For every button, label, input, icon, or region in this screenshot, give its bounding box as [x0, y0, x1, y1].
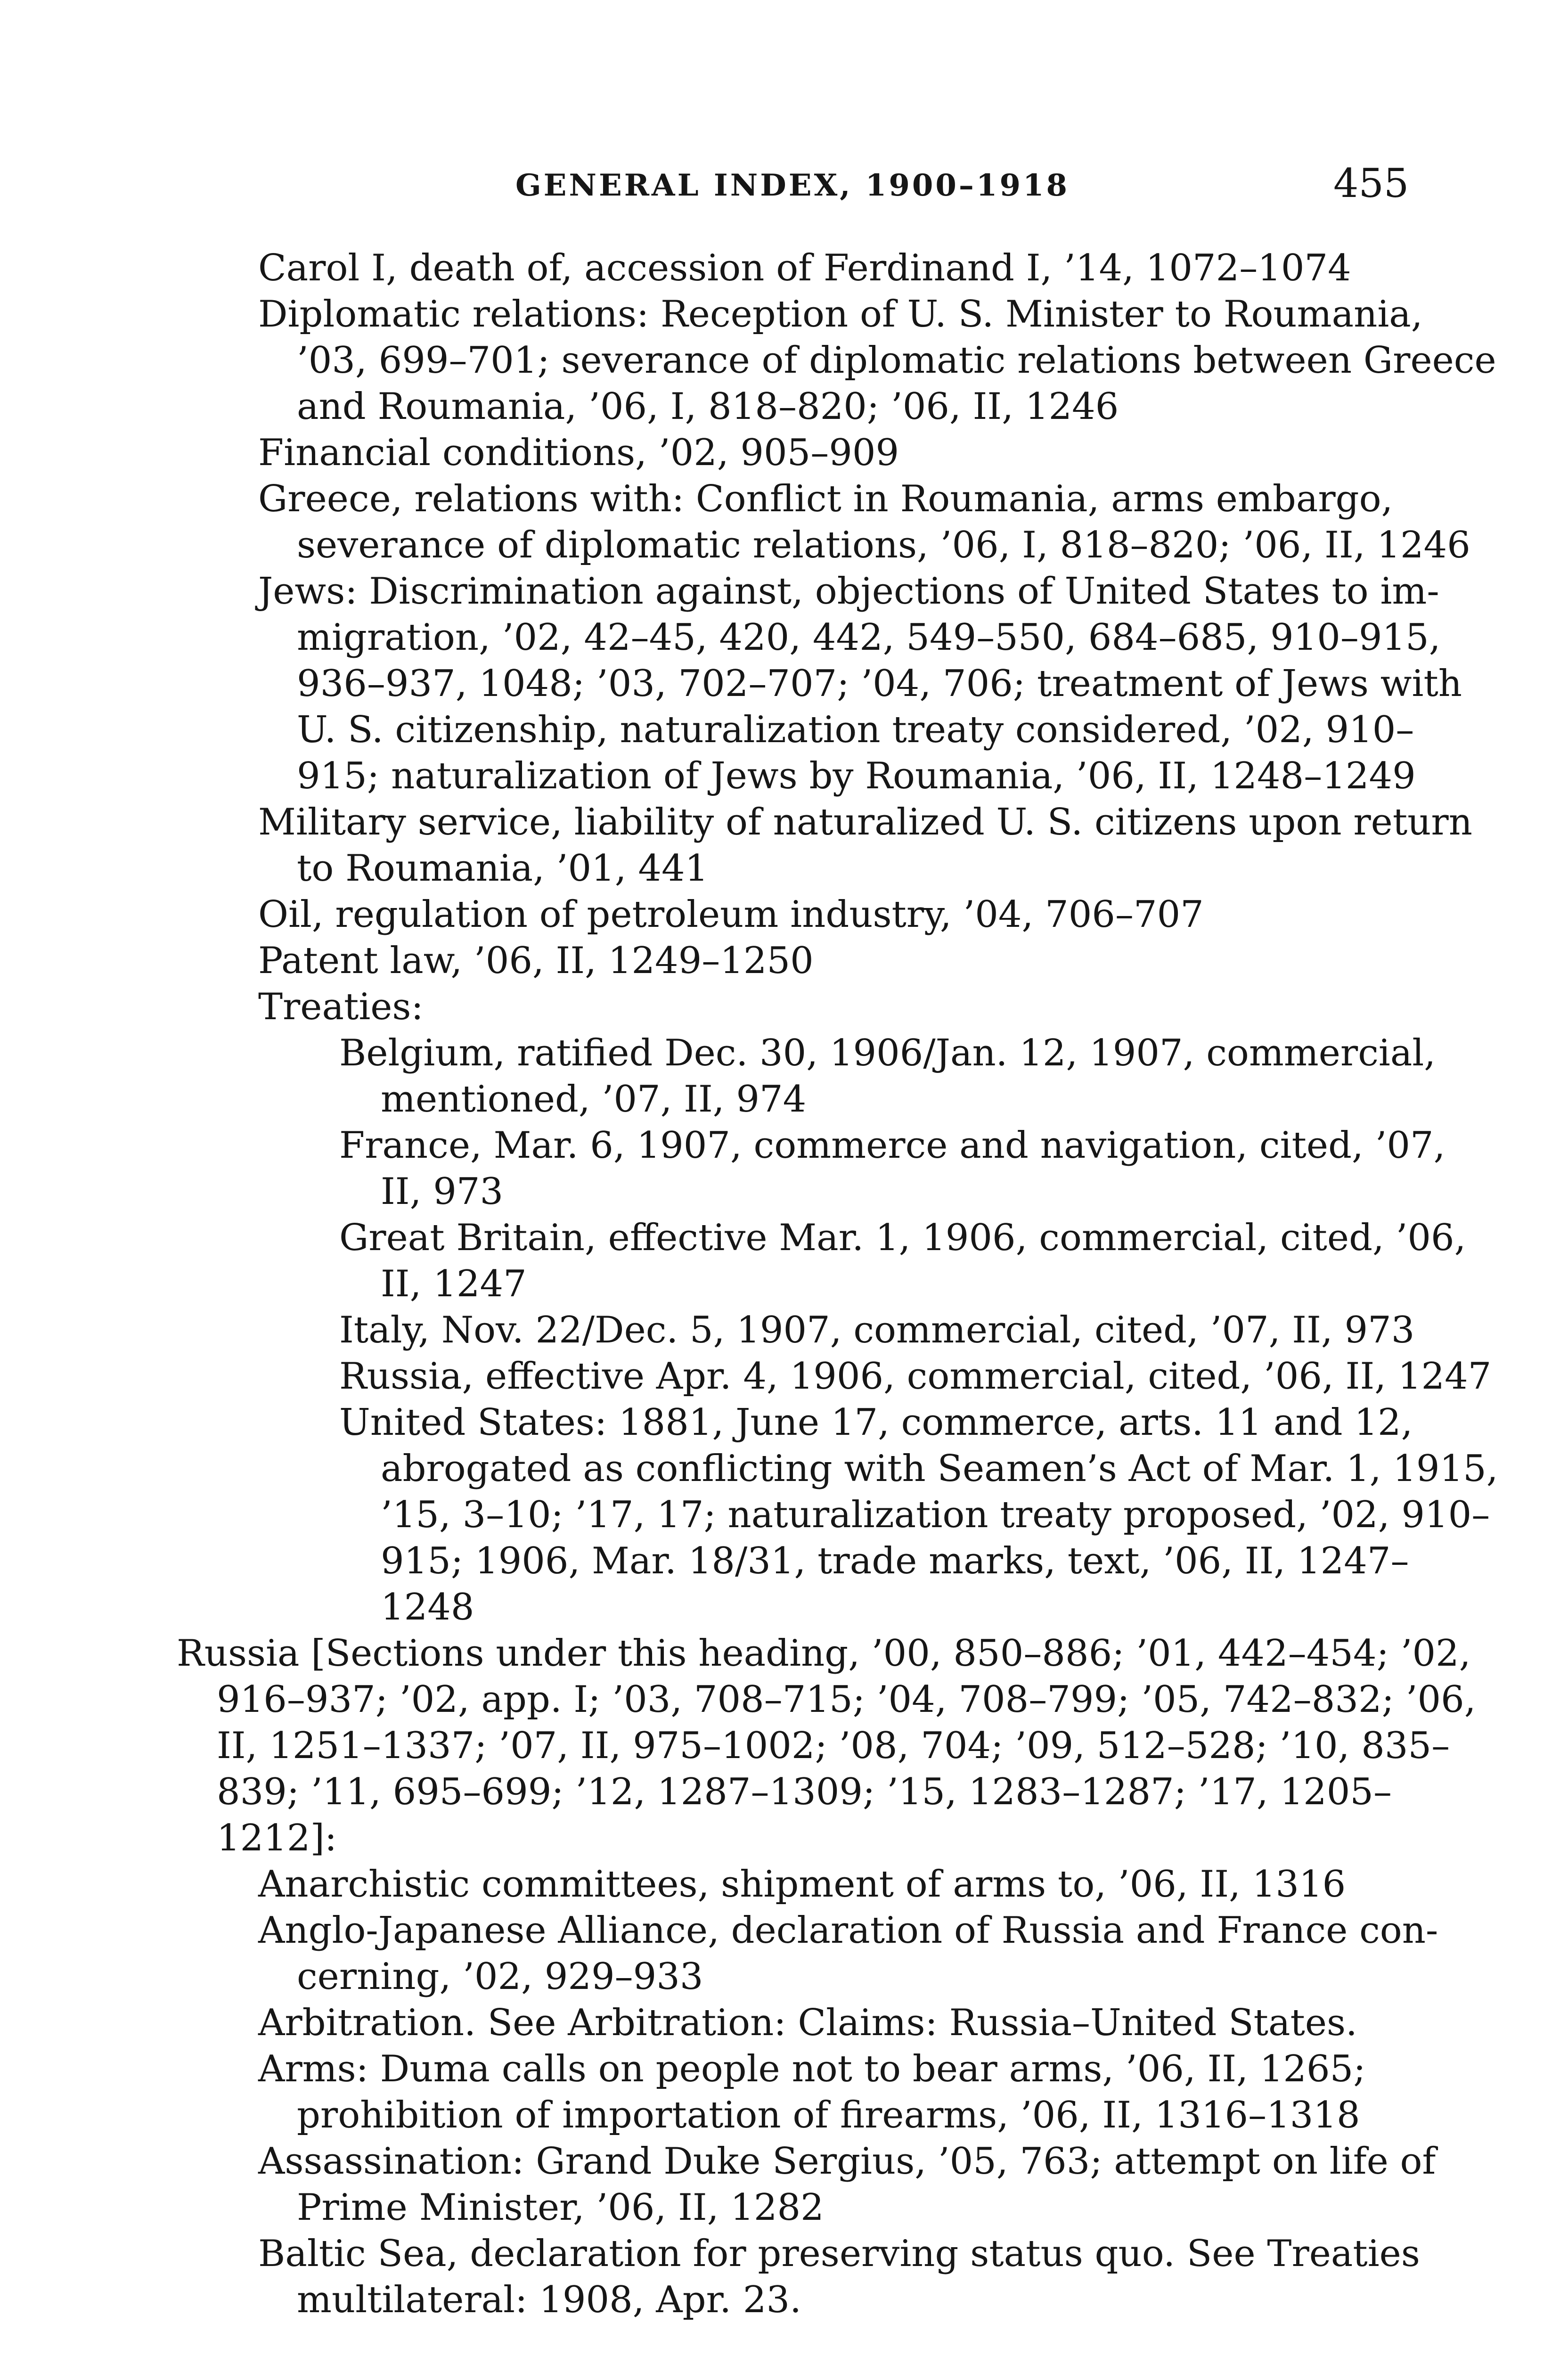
index-line: Diplomatic relations: Reception of U. S. Minister to Roumania,: [258, 293, 1423, 335]
index-line: Arms: Duma calls on people not to bear arms, ’06, II, 1265;: [258, 2048, 1366, 2090]
index-line: Assassination: Grand Duke Sergius, ’05, 763; attempt on life of: [258, 2140, 1436, 2183]
index-line: United States: 1881, June 17, commerce, arts. 11 and 12,: [339, 1401, 1413, 1444]
index-line: Financial conditions, ’02, 905–909: [258, 432, 899, 474]
index-line: 915; 1906, Mar. 18/31, trade marks, text, ’06, II, 1247–: [381, 1540, 1409, 1582]
index-line: II, 1247: [381, 1263, 527, 1305]
index-line: ’15, 3–10; ’17, 17; naturalization treaty proposed, ’02, 910–: [381, 1494, 1490, 1536]
index-line: Belgium, ratified Dec. 30, 1906/Jan. 12, 1907, commercial,: [339, 1032, 1436, 1074]
index-line: Russia [Sections under this heading, ’00, 850–886; ’01, 442–454; ’02,: [177, 1632, 1471, 1675]
index-line: 1212]:: [217, 1817, 337, 1859]
index-line: cerning, ’02, 929–933: [297, 1955, 703, 1998]
index-line: ’03, 699–701; severance of diplomatic relations between Greece: [297, 339, 1496, 382]
index-line: Great Britain, effective Mar. 1, 1906, commercial, cited, ’06,: [339, 1217, 1466, 1259]
index-line: and Roumania, ’06, I, 818–820; ’06, II, 1246: [297, 385, 1119, 428]
index-line: Anglo-Japanese Alliance, declaration of Russia and France con-: [258, 1909, 1438, 1952]
index-line: Russia, effective Apr. 4, 1906, commercial, cited, ’06, II, 1247: [339, 1355, 1492, 1398]
page-number: 455: [1333, 160, 1409, 206]
index-line: Patent law, ’06, II, 1249–1250: [258, 940, 814, 982]
running-title: GENERAL INDEX, 1900–1918: [515, 168, 1070, 203]
index-line: mentioned, ’07, II, 974: [381, 1078, 807, 1121]
index-line: U. S. citizenship, naturalization treaty considered, ’02, 910–: [297, 709, 1414, 751]
index-line: 916–937; ’02, app. I; ’03, 708–715; ’04, 708–799; ’05, 742–832; ’06,: [217, 1678, 1476, 1721]
index-line: Greece, relations with: Conflict in Roumania, arms embargo,: [258, 478, 1393, 520]
index-line: Arbitration. See Arbitration: Claims: Russia–United States.: [258, 2002, 1357, 2044]
index-line: Military service, liability of naturalized U. S. citizens upon return: [258, 801, 1472, 843]
index-line: II, 1251–1337; ’07, II, 975–1002; ’08, 704; ’09, 512–528; ’10, 835–: [217, 1725, 1450, 1767]
index-line: 1248: [381, 1586, 474, 1628]
index-line: Prime Minister, ’06, II, 1282: [297, 2186, 824, 2229]
index-line: to Roumania, ’01, 441: [297, 847, 709, 890]
index-line: Jews: Discrimination against, objections of United States to im-: [258, 570, 1439, 613]
index-line: Treaties:: [258, 986, 424, 1028]
index-line: severance of diplomatic relations, ’06, I, 818–820; ’06, II, 1246: [297, 524, 1470, 566]
index-line: Carol I, death of, accession of Ferdinand I, ’14, 1072–1074: [258, 247, 1351, 289]
index-line: abrogated as conflicting with Seamen’s Act of Mar. 1, 1915,: [381, 1448, 1498, 1490]
index-line: Oil, regulation of petroleum industry, ’04, 706–707: [258, 893, 1204, 936]
index-line: 936–937, 1048; ’03, 702–707; ’04, 706; treatment of Jews with: [297, 663, 1462, 705]
index-line: migration, ’02, 42–45, 420, 442, 549–550, 684–685, 910–915,: [297, 616, 1441, 659]
index-line: II, 973: [381, 1170, 504, 1213]
index-line: Italy, Nov. 22/Dec. 5, 1907, commercial, cited, ’07, II, 973: [339, 1309, 1415, 1351]
index-line: prohibition of importation of firearms, ’06, II, 1316–1318: [297, 2094, 1360, 2136]
index-line: France, Mar. 6, 1907, commerce and navigation, cited, ’07,: [339, 1124, 1446, 1167]
index-line: Baltic Sea, declaration for preserving status quo. See Treaties: [258, 2233, 1420, 2275]
index-line: 839; ’11, 695–699; ’12, 1287–1309; ’15, 1283–1287; ’17, 1205–: [217, 1771, 1392, 1813]
index-line: multilateral: 1908, Apr. 23.: [297, 2279, 801, 2321]
index-line: Anarchistic committees, shipment of arms to, ’06, II, 1316: [258, 1863, 1346, 1906]
index-line: 915; naturalization of Jews by Roumania, ’06, II, 1248–1249: [297, 755, 1416, 797]
